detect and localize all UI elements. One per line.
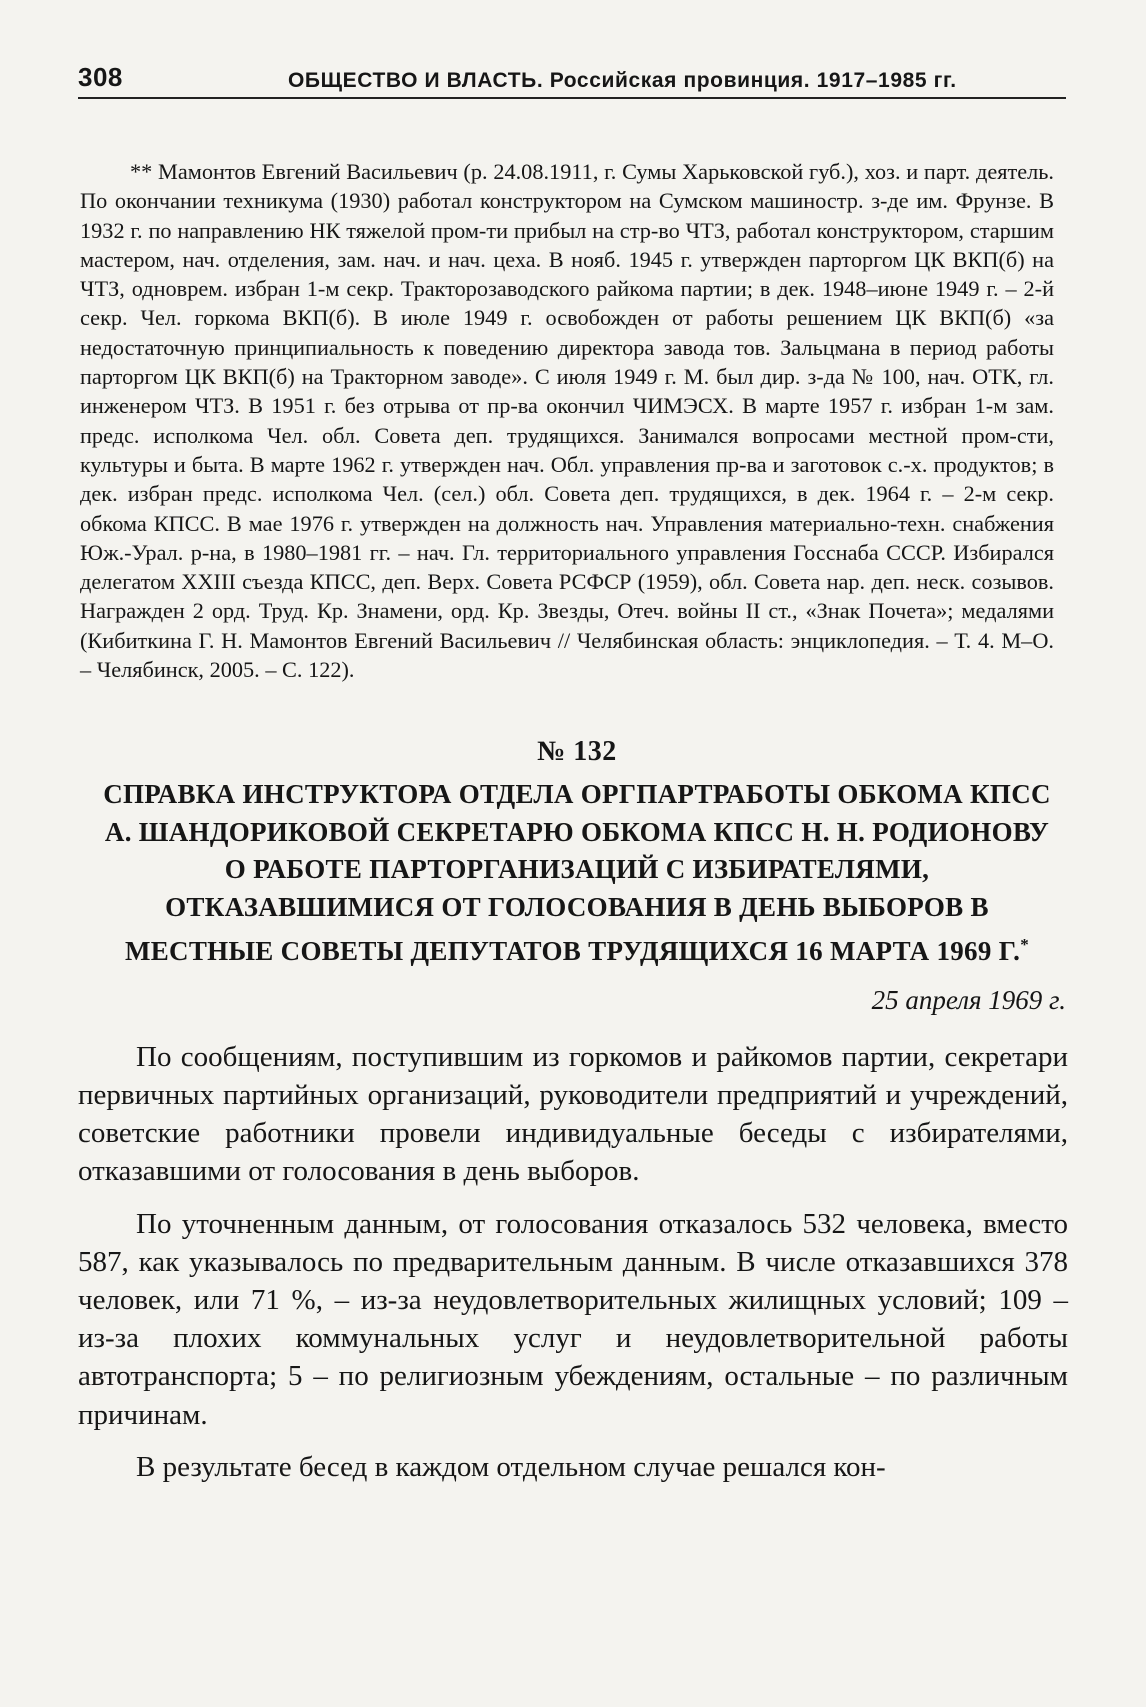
body-paragraph: В результате бесед в каждом отдельном случае решался кон- — [136, 1450, 886, 1483]
document-date: 25 апреля 1969 г. — [871, 984, 1066, 1015]
title-footnote-marker: * — [1020, 935, 1030, 955]
footnote: ** Мамонтов Евгений Васильевич (р. 24.08.1911, г. Сумы Харьковской губ.), хоз. и парт. деятель. По окончании техникума (1930) работал конструктором на Сумском машиностр. з-де им. Фрунзе. В 1932 г. по направлению НК тяжелой пром-ти прибыл на стр-во ЧТЗ, работал конструктором, старшим мастером, нач. отделения, зам. нач. и нач. цеха. В нояб. 1945 г. утвержден парторгом ЦК ВКП(б) на ЧТЗ, одноврем. избран 1-м секр. Тракторозаводского райкома партии; в дек. 1948–июне 1949 г. – 2-й секр. Чел. горкома ВКП(б). В июле 1949 г. освобожден от работы решением ЦК ВКП(б) «за недостаточную принципиальность к поведению директора завода тов. Зальцмана в период работы парторгом ЦК ВКП(б) на Тракторном заводе». С июля 1949 г. М. был дир. з-да № 100, нач. ОТК, гл. инженером ЧТЗ. В 1951 г. без отрыва от пр-ва окончил ЧИМЭСХ. В марте 1957 г. избран 1-м зам. предс. исполкома Чел. обл. Совета деп. трудящихся. Занимался вопросами местной пром-сти, культуры и быта. В марте 1962 г. утвержден нач. Обл. управления пр-ва и заготовок с.-х. продуктов; в дек. избран предс. исполкома Чел. (сел.) обл. Совета деп. трудящихся, в дек. 1964 г. – 2-м секр. обкома КПСС. В мае 1976 г. утвержден на должность нач. Управления материально-техн. снабжения Юж.-Урал. р-на, в 1980–1981 гг. – нач. Гл. территориального управления Госснаба СССР. Избирался делегатом XXIII съезда КПСС, деп. Верх. Совета РСФСР (1959), обл. Совета нар. деп. неск. созывов. Награжден 2 орд. Труд. Кр. Знамени, орд. Кр. Звезды, Отеч. войны II ст., «Знак Почета»; медалями (Кибиткина Г. Н. Мамонтов Евгений Васильевич // Челябинская область: энциклопедия. – Т. 4. М–О. – Челябинск, 2005. – С. 122). — [80, 159, 1054, 683]
page-number: 308 — [78, 62, 123, 92]
document-title — [78, 776, 1076, 971]
running-header — [78, 62, 1066, 99]
document-number: № 132 — [537, 736, 617, 768]
body-paragraph: По сообщениям, поступившим из горкомов и райкомов партии, секретари первичных партийных организаций, руководители предприятий и учреждений, советские работники провели индивидуальные беседы с избирателями, отказавшими от голосования в день выборов. — [78, 1040, 1068, 1188]
document-body — [78, 1038, 1068, 1486]
document-title-text: СПРАВКА ИНСТРУКТОРА ОТДЕЛА ОРГПАРТРАБОТЫ ОБКОМА КПСС А. ШАНДОРИКОВОЙ СЕКРЕТАРЮ ОБКОМА КПСС Н. Н. РОДИОНОВУ О РАБОТЕ ПАРТОРГАНИЗАЦИЙ С ИЗБИРАТЕЛЯМИ, ОТКАЗАВШИМИСЯ ОТ ГОЛОСОВАНИЯ В ДЕНЬ ВЫБОРОВ В МЕСТНЫЕ СОВЕТЫ ДЕПУТАТОВ ТРУДЯЩИХСЯ 16 МАРТА 1969 Г. — [103, 779, 1051, 967]
running-title: ОБЩЕСТВО И ВЛАСТЬ. Российская провинция. 1917–1985 гг. — [288, 69, 957, 92]
body-paragraph: По уточненным данным, от голосования отказалось 532 человека, вместо 587, как указывалось по предварительным данным. В числе отказавшихся 378 человек, или 71 %, – из-за неудовлетворительных жилищных условий; 109 – из-за плохих коммунальных услуг и неудовлетворительной работы автотранспорта; 5 – по религиозным убеждениям, остальные – по различным причинам. — [78, 1207, 1068, 1431]
